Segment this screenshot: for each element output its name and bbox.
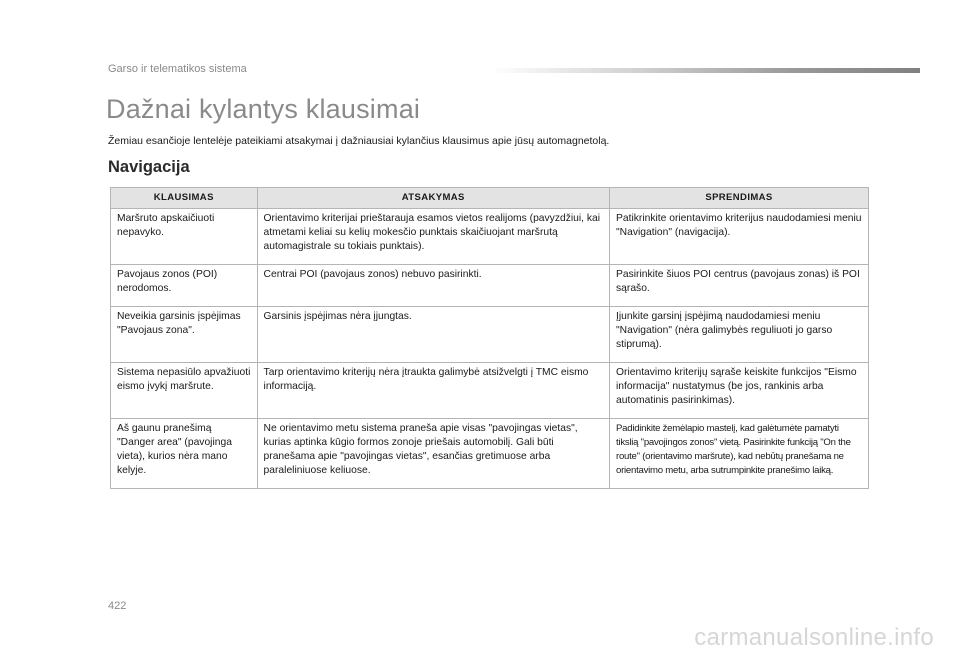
watermark: carmanualsonline.info	[694, 624, 934, 651]
question-cell: Aš gaunu pranešimą "Danger area" (pavojinga vieta), kurios nėra mano kelyje.	[111, 419, 258, 489]
column-header-solution: SPRENDIMAS	[610, 188, 869, 209]
solution-cell: Patikrinkite orientavimo kriterijus naudodamiesi meniu "Navigation" (navigacija).	[610, 209, 869, 265]
table-row	[111, 307, 869, 363]
question-cell: Neveikia garsinis įspėjimas "Pavojaus zona".	[111, 307, 258, 363]
solution-cell: Pasirinkite šiuos POI centrus (pavojaus zonas) iš POI sąrašo.	[610, 265, 869, 307]
answer-cell: Centrai POI (pavojaus zonos) nebuvo pasirinkti.	[257, 265, 609, 307]
answer-cell: Tarp orientavimo kriterijų nėra įtraukta galimybė atsižvelgti į TMC eismo informaciją.	[257, 363, 609, 419]
solution-cell: Įjunkite garsinį įspėjimą naudodamiesi meniu "Navigation" (nėra galimybės reguliuoti jo garso stiprumą).	[610, 307, 869, 363]
table-row	[111, 419, 869, 489]
column-header-answer: ATSAKYMAS	[257, 188, 609, 209]
solution-cell: Padidinkite žemėlapio mastelį, kad galėtumėte pamatyti tikslią "pavojingos zonos" vietą. Pasirinkite funkciją "On the route" (orientavimo maršrute), kad nebūtų pranešama ne orientavimo metu, arba sutrumpinkite pranešimo laiką.	[610, 419, 869, 489]
table-row	[111, 209, 869, 265]
section-title: Navigacija	[108, 158, 190, 176]
answer-cell: Ne orientavimo metu sistema praneša apie visas "pavojingas vietas", kurias aptinka kūgio formos zonoje priešais automobilį. Gali būti pranešama apie "pavojingas vietas", esančias gretimuose arba paraleliniuose keliuose.	[257, 419, 609, 489]
table-header-row	[111, 188, 869, 209]
page-title: Dažnai kylantys klausimai	[106, 94, 421, 124]
header-gradient-bar	[490, 68, 920, 73]
intro-text: Žemiau esančioje lentelėje pateikiami atsakymai į dažniausiai kylančius klausimus apie jūsų automagnetolą.	[108, 135, 610, 147]
solution-cell: Orientavimo kriterijų sąraše keiskite funkcijos "Eismo informacija" nustatymus (be jos, rankinis arba automatinis pasirinkimas).	[610, 363, 869, 419]
faq-table	[110, 187, 869, 489]
question-cell: Pavojaus zonos (POI) nerodomos.	[111, 265, 258, 307]
table-row	[111, 265, 869, 307]
running-header: Garso ir telematikos sistema	[108, 63, 247, 75]
answer-cell: Garsinis įspėjimas nėra įjungtas.	[257, 307, 609, 363]
page-number: 422	[108, 600, 127, 612]
column-header-question: KLAUSIMAS	[111, 188, 258, 209]
table-row	[111, 363, 869, 419]
answer-cell: Orientavimo kriterijai prieštarauja esamos vietos realijoms (pavyzdžiui, kai atmetami keliai su kelių mokesčio punktais skaičiuojant maršrutą automagistrale su tokiais punktais).	[257, 209, 609, 265]
question-cell: Sistema nepasiūlo apvažiuoti eismo įvykį maršrute.	[111, 363, 258, 419]
question-cell: Maršruto apskaičiuoti nepavyko.	[111, 209, 258, 265]
